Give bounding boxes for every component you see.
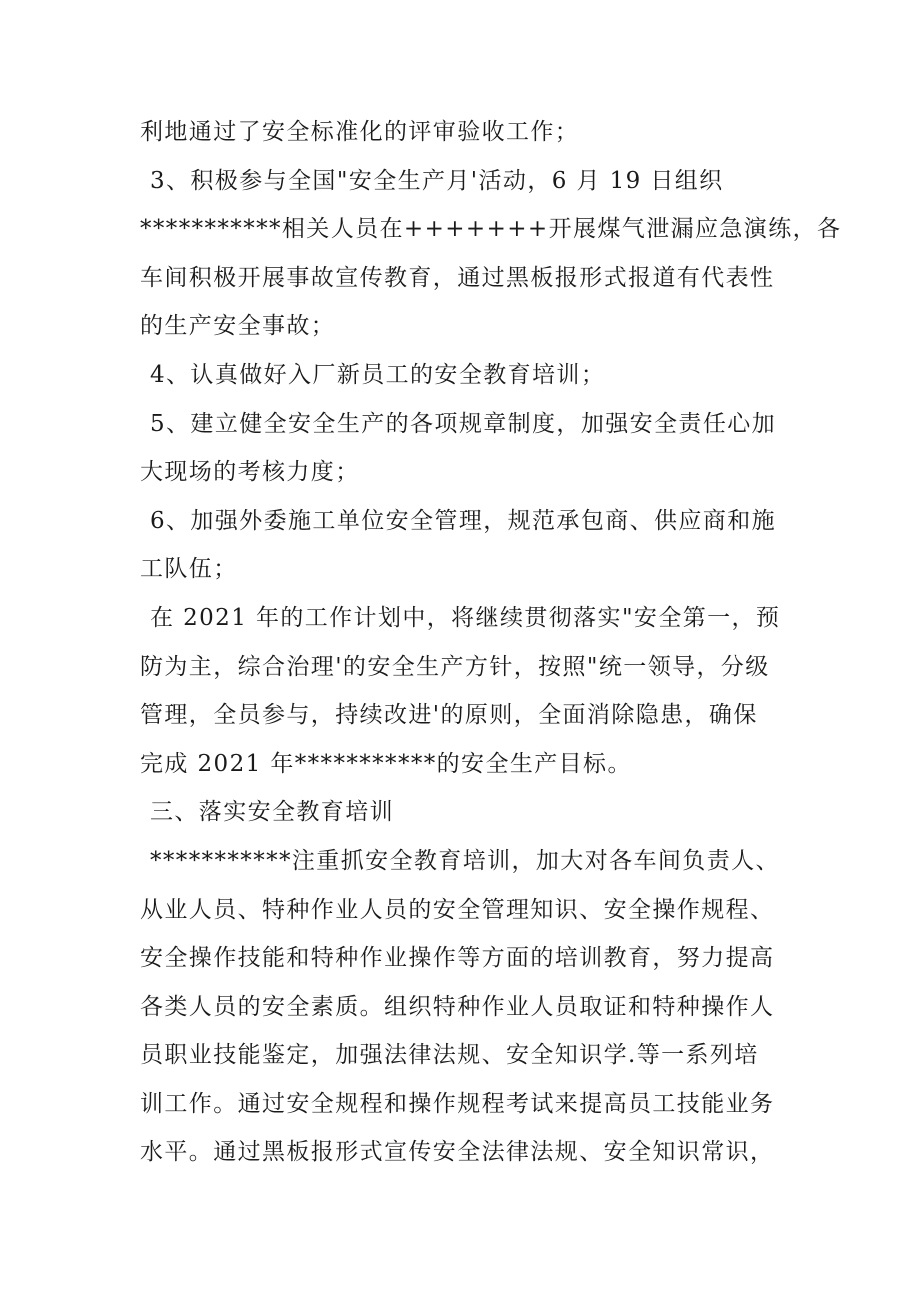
paragraph-line: ***********相关人员在+++++++开展煤气泄漏应急演练，各 <box>140 216 842 243</box>
paragraph-line: 训工作。通过安全规程和操作规程考试来提高员工技能业务 <box>140 1090 775 1117</box>
list-item-3: 3、积极参与全国"安全生产月'活动，6 月 19 日组织 <box>150 167 724 194</box>
paragraph-line: 车间积极开展事故宣传教育，通过黑板报形式报道有代表性 <box>140 264 775 291</box>
paragraph-line: 管理，全员参与，持续改进'的原则，全面消除隐患，确保 <box>140 702 758 729</box>
paragraph-line: 防为主，综合治理'的安全生产方针，按照"统一领导，分级 <box>140 653 770 680</box>
paragraph-line: 员职业技能鉴定，加强法律法规、安全知识学.等一系列培 <box>140 1042 759 1069</box>
list-item-4: 4、认真做好入厂新员工的安全教育培训； <box>150 361 606 388</box>
list-item-6: 6、加强外委施工单位安全管理，规范承包商、供应商和施 <box>150 507 777 534</box>
paragraph-line: 大现场的考核力度； <box>140 459 360 486</box>
paragraph-line: 利地通过了安全标准化的评审验收工作； <box>140 119 580 145</box>
section-heading: 三、落实安全教育培训 <box>150 799 394 826</box>
paragraph-line: 完成 2021 年***********的安全生产目标。 <box>140 750 632 777</box>
paragraph-start: ***********注重抓安全教育培训，加大对各车间负责人、 <box>150 847 780 874</box>
paragraph-start: 在 2021 年的工作计划中，将继续贯彻落实"安全第一，预 <box>150 604 781 631</box>
paragraph-line: 的生产安全事故； <box>140 313 336 340</box>
paragraph-line: 各类人员的安全素质。组织特种作业人员取证和特种操作人 <box>140 993 775 1020</box>
list-item-5: 5、建立健全安全生产的各项规章制度，加强安全责任心加 <box>150 410 777 437</box>
paragraph-line: 工队伍； <box>140 556 238 583</box>
paragraph-line: 安全操作技能和特种作业操作等方面的培训教育，努力提高 <box>140 945 775 972</box>
paragraph-line: 从业人员、特种作业人员的安全管理知识、安全操作规程、 <box>140 896 775 923</box>
paragraph-line: 水平。通过黑板报形式宣传安全法律法规、安全知识常识， <box>140 1139 775 1166</box>
